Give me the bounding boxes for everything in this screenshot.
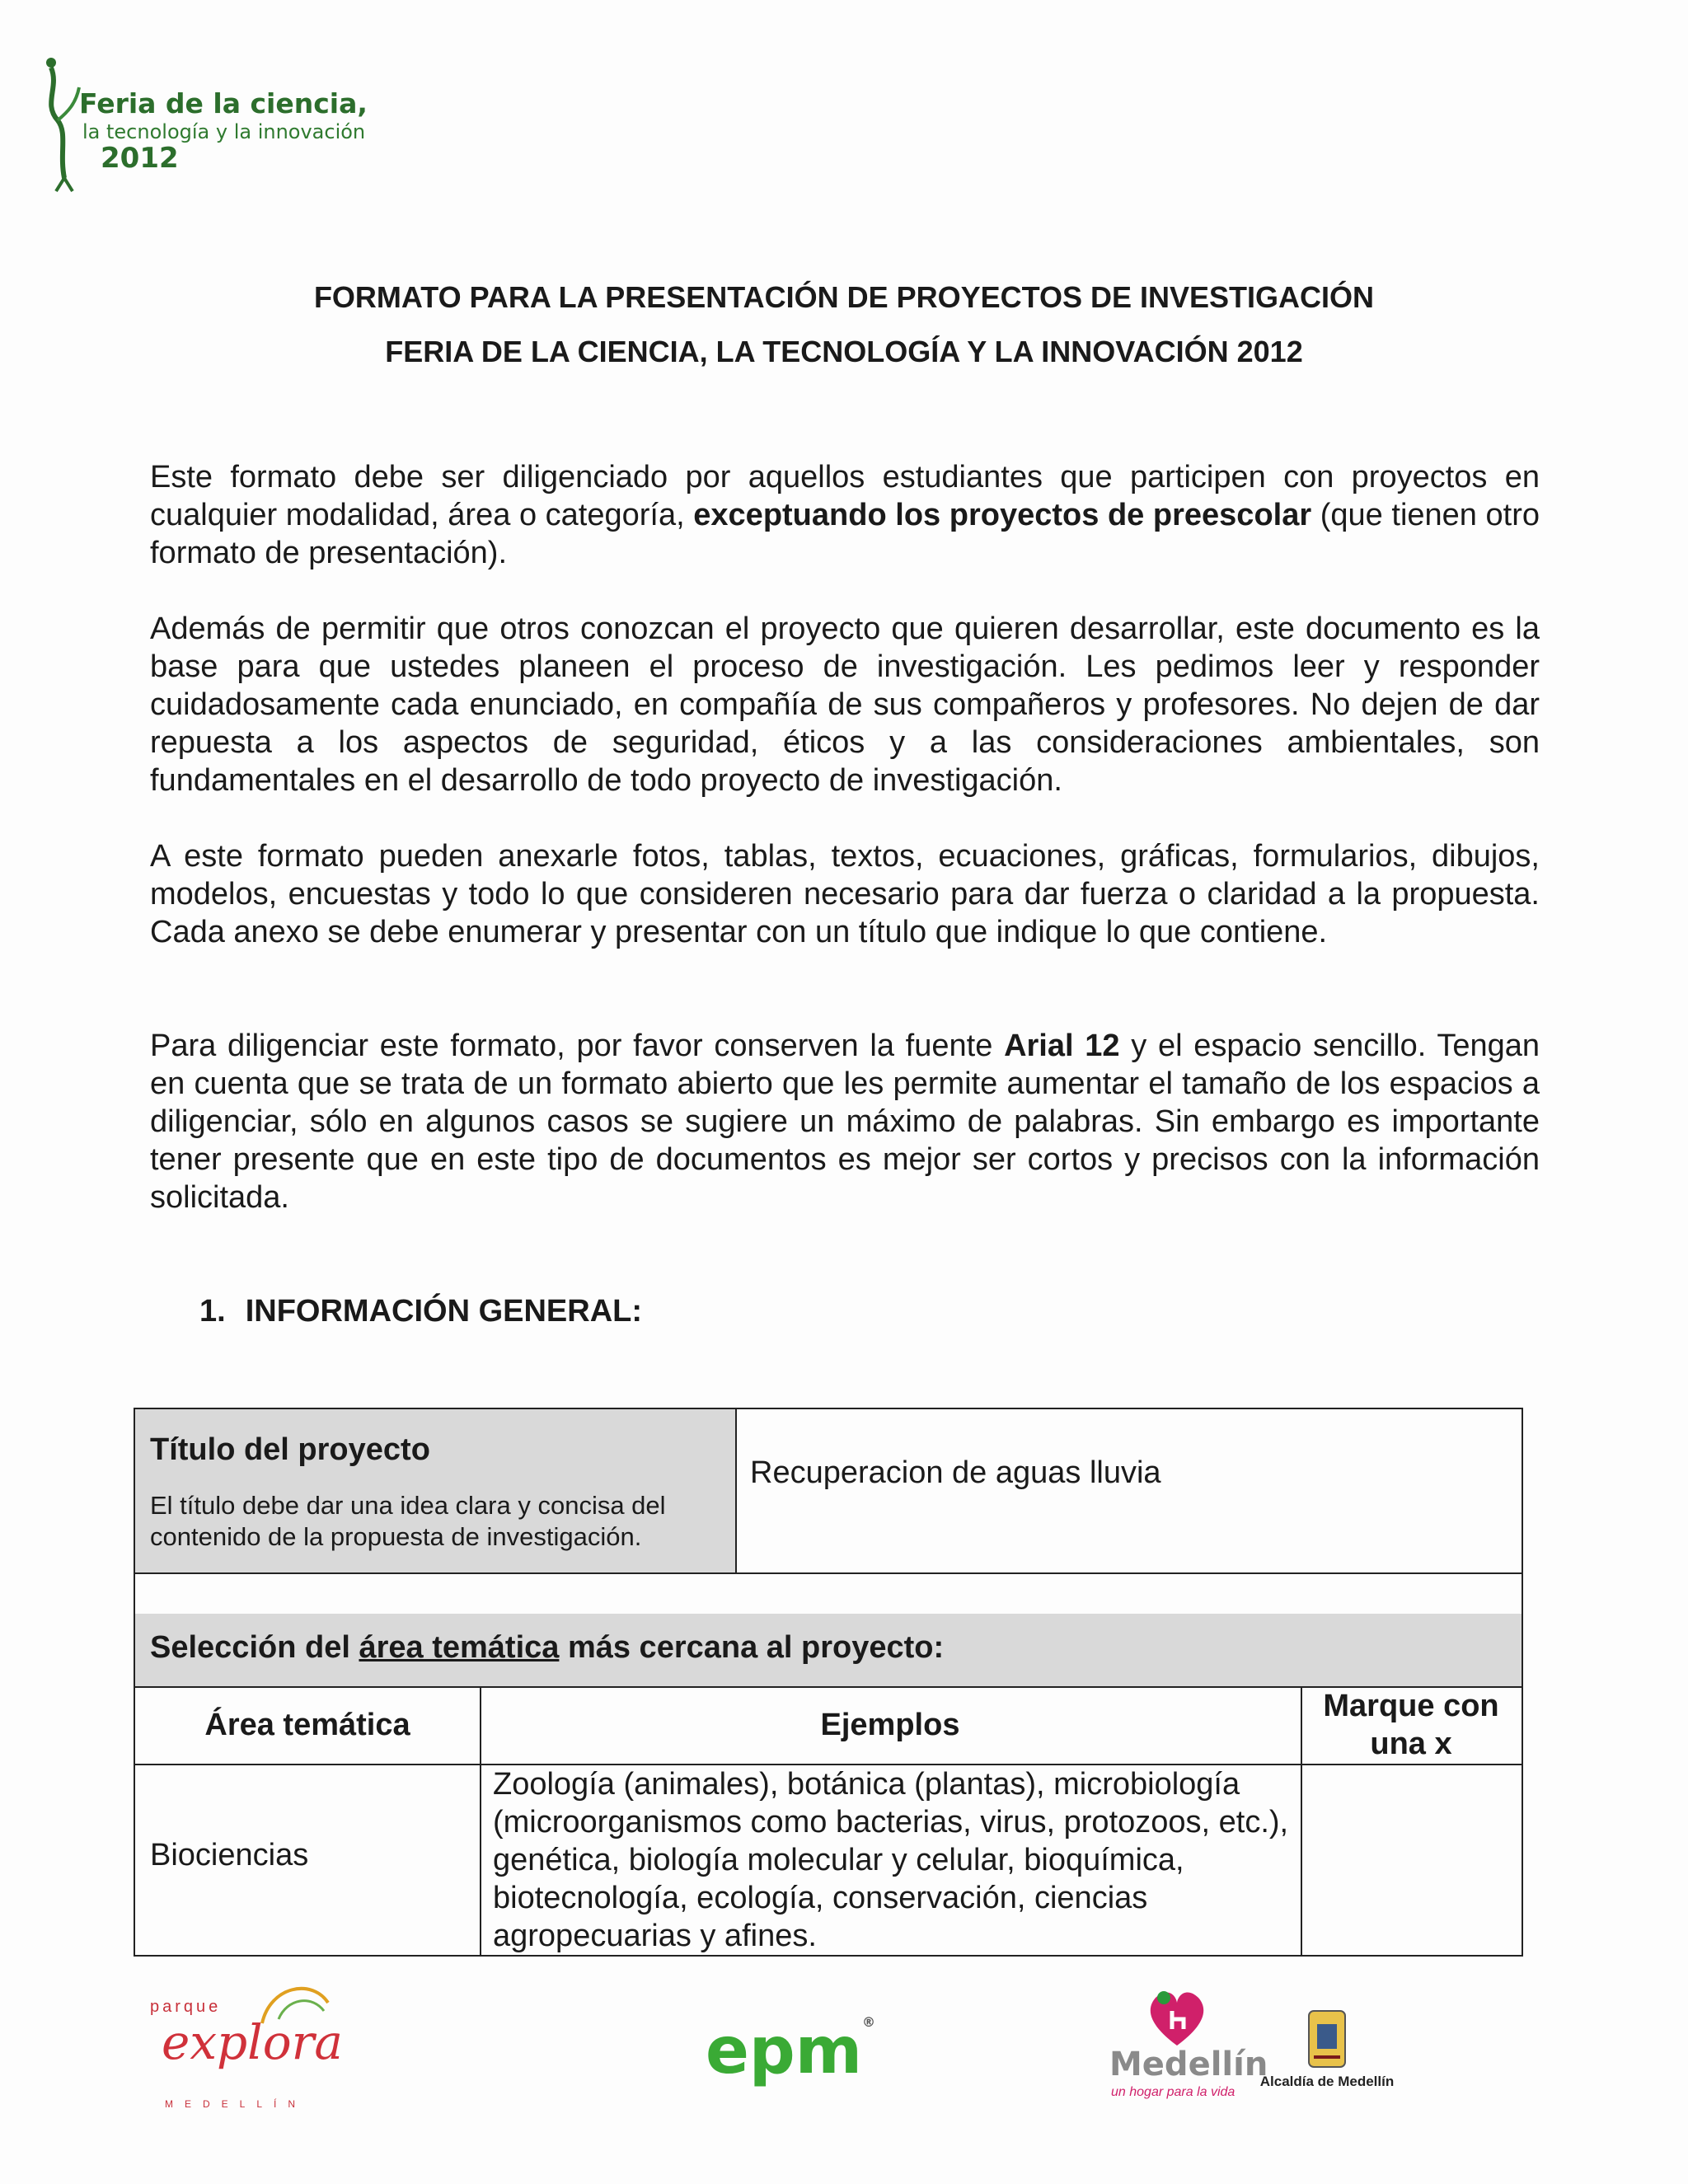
table-row-mark-cell[interactable] [1301,1764,1523,1957]
epm-registered-mark: ® [862,2014,876,2030]
area-examples: Zoología (animales), botánica (plantas), microbiología (microorganismos como bacterias, virus, protozoos, etc.), genética, biología molecular y celular, bioquímica, biotecnología, ecología, conservación, ciencias agropecuarias y afines. [493,1767,1289,1953]
project-title-value-cell[interactable] [735,1408,1523,1574]
annex-paragraph: A este formato pueden anexarle fotos, tablas, textos, ecuaciones, gráficas, formularios, dibujos, modelos, encuestas y todo lo que consideren necesario para dar fuerza o claridad a la propuesta. Cada anexo se debe enumerar y presentar con un título que indique lo que contiene. [150,839,1540,949]
format-text-bold: Arial 12 [1004,1029,1120,1063]
col-header-mark [1301,1686,1523,1765]
section-heading [199,1294,642,1329]
parque-explora-logo [147,1978,345,2110]
section-number: 1. [199,1294,226,1329]
format-text-a: Para diligenciar este formato, por favor conserven la fuente [150,1029,1005,1063]
area-selection-header [134,1614,1523,1688]
area-selection-c: más cercana al proyecto: [559,1630,945,1665]
area-selection-a: Selección del [150,1630,359,1665]
alcaldia-text: Alcaldía de Medellín [1259,2074,1395,2089]
explora-main-text: explora [162,2014,343,2070]
section-title: INFORMACIÓN GENERAL: [245,1294,643,1329]
intro-text-c: (que tienen otro formato de presentación). [150,498,1540,570]
area-selection-underlined: área temática [359,1630,560,1665]
format-paragraph [150,1027,1540,1216]
intro-text-a: Este formato debe ser diligenciado por aquellos estudiantes que participen con proyectos en cualquier modalidad, área o categoría, [150,460,1540,532]
intro-text-bold: exceptuando los proyectos de preescolar [693,498,1312,532]
table-row-examples-cell [480,1764,1302,1957]
project-title-help: El título debe dar una idea clara y concisa del contenido de la propuesta de investigación. [150,1491,666,1551]
col-header-area [134,1686,481,1765]
medellin-subtext: un hogar para la vida [1111,2085,1236,2099]
alcaldia-shield-icon [1306,2008,1348,2070]
purpose-paragraph: Además de permitir que otros conozcan el proyecto que quieren desarrollar, este documento es la base para que ustedes planeen el proceso de investigación. Les pedimos leer y responder cuidadosamente cada enunciado, en compañía de sus compañeros y profesores. No dejen de dar repuesta a los aspectos de seguridad, éticos y a las consideraciones ambientales, son fundamentales en el desarrollo de todo proyecto de investigación. [150,612,1540,798]
area-name: Biociencias [150,1838,309,1872]
project-title-label: Título del proyecto [150,1432,430,1467]
alcaldia-logo [1253,2008,1401,2098]
logo-line-1: Feria de la ciencia, [79,87,368,120]
document-subtitle: FERIA DE LA CIENCIA, LA TECNOLOGÍA Y LA INNOVACIÓN 2012 [385,335,1303,368]
col-header-examples-label: Ejemplos [820,1708,960,1742]
table-row-area-cell [134,1764,481,1957]
epm-text: epm [706,2014,863,2088]
project-title-label-cell [134,1408,737,1574]
footer-logos [0,1961,1688,2184]
feria-logo [43,54,373,194]
col-header-mark-label: Marque con una x [1323,1689,1499,1761]
explora-top-text: parque [150,1998,222,2016]
intro-paragraph [150,458,1540,572]
spacer-row [134,1572,1523,1615]
document-title: FORMATO PARA LA PRESENTACIÓN DE PROYECTOS DE INVESTIGACIÓN [313,280,1375,314]
medellin-text: Medellín [1109,2046,1268,2083]
col-header-area-label: Área temática [204,1708,410,1742]
logo-line-2: la tecnología y la innovación [82,120,366,143]
area-selection-text [150,1630,944,1666]
medellin-heart-icon [1144,1986,1210,2049]
medellin-logo [1109,1986,1268,2102]
format-text-c: y el espacio sencillo. Tengan en cuenta que se trata de un formato abierto que les permite aumentar el tamaño de los espacios a diligenciar, sólo en algunos casos se sugiere un máximo de palabras. Sin embargo es importante tener presente que en este tipo de documentos es mejor ser cortos y precisos con la información solicitada. [150,1029,1540,1215]
explora-city-text: MEDELLÍN [165,2098,307,2110]
epm-logo [706,2014,875,2088]
logo-year: 2012 [101,142,179,175]
project-title-value: Recuperacion de aguas lluvia [750,1455,1161,1490]
col-header-examples [480,1686,1302,1765]
